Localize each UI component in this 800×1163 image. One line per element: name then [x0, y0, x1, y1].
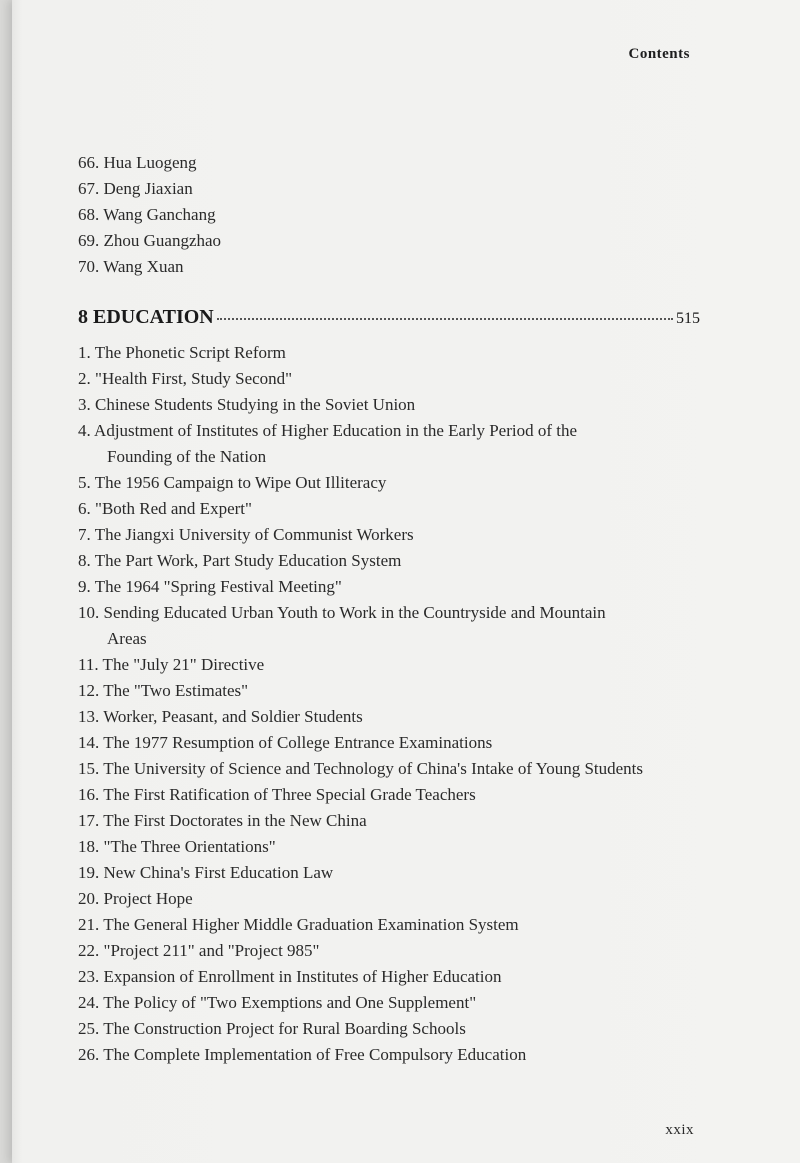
list-item	[78, 730, 718, 756]
list-item	[78, 886, 718, 912]
list-item	[78, 470, 718, 496]
list-item-continuation: Areas	[107, 629, 147, 648]
list-item-text: 25. The Construction Project for Rural Boarding Schools	[78, 1019, 466, 1038]
list-item	[78, 340, 718, 366]
list-item	[78, 964, 718, 990]
previous-section-list	[78, 150, 718, 280]
list-item-text: 13. Worker, Peasant, and Soldier Students	[78, 707, 363, 726]
list-item-text: 3. Chinese Students Studying in the Soviet Union	[78, 395, 416, 414]
section-title: 8 EDUCATION	[78, 306, 214, 328]
list-item-text: 4. Adjustment of Institutes of Higher Education in the Early Period of the	[78, 421, 578, 440]
list-item-text: 10. Sending Educated Urban Youth to Work in the Countryside and Mountain	[78, 603, 606, 622]
list-item	[78, 1016, 718, 1042]
list-item-text: 21. The General Higher Middle Graduation Examination System	[78, 915, 519, 934]
list-item-text: 14. The 1977 Resumption of College Entrance Examinations	[78, 733, 493, 752]
list-item	[78, 678, 718, 704]
list-item	[78, 704, 718, 730]
list-item: 70. Wang Xuan	[78, 257, 184, 276]
list-item: 69. Zhou Guangzhao	[78, 231, 222, 250]
list-item	[78, 990, 718, 1016]
section-page-number: 515	[676, 310, 700, 327]
book-page	[12, 0, 800, 1163]
list-item	[78, 782, 718, 808]
list-item-text: 22. "Project 211" and "Project 985"	[78, 941, 320, 960]
list-item	[78, 418, 718, 470]
list-item	[78, 496, 718, 522]
list-item-text: 26. The Complete Implementation of Free Compulsory Education	[78, 1045, 527, 1064]
list-item: 67. Deng Jiaxian	[78, 179, 193, 198]
list-item-text: 8. The Part Work, Part Study Education System	[78, 551, 402, 570]
list-item	[78, 366, 718, 392]
list-item	[78, 600, 718, 652]
list-item: 66. Hua Luogeng	[78, 153, 197, 172]
list-item-text: 24. The Policy of "Two Exemptions and One Supplement"	[78, 993, 477, 1012]
education-list	[78, 340, 718, 1068]
list-item-text: 5. The 1956 Campaign to Wipe Out Illiteracy	[78, 473, 387, 492]
list-item-text: 2. "Health First, Study Second"	[78, 369, 293, 388]
list-item-text: 6. "Both Red and Expert"	[78, 499, 252, 518]
list-item	[78, 392, 718, 418]
list-item	[78, 652, 718, 678]
list-item: 68. Wang Ganchang	[78, 205, 216, 224]
list-item	[78, 834, 718, 860]
section-heading	[78, 306, 700, 329]
list-item-text: 1. The Phonetic Script Reform	[78, 343, 286, 362]
list-item-text: 18. "The Three Orientations"	[78, 837, 276, 856]
dot-leader	[217, 318, 673, 320]
list-item	[78, 808, 718, 834]
list-item	[78, 1042, 718, 1068]
list-item-text: 7. The Jiangxi University of Communist Workers	[78, 525, 414, 544]
list-item	[78, 756, 718, 782]
list-item-text: 23. Expansion of Enrollment in Institutes of Higher Education	[78, 967, 502, 986]
list-item	[78, 548, 718, 574]
list-item-continuation: Founding of the Nation	[107, 447, 267, 466]
list-item-text: 17. The First Doctorates in the New China	[78, 811, 367, 830]
list-item	[78, 938, 718, 964]
list-item-text: 20. Project Hope	[78, 889, 193, 908]
list-item-text: 15. The University of Science and Technology of China's Intake of Young Students	[78, 759, 644, 778]
list-item	[78, 574, 718, 600]
list-item-text: 16. The First Ratification of Three Special Grade Teachers	[78, 785, 476, 804]
page-folio: xxix	[665, 1122, 694, 1138]
running-head: Contents	[628, 46, 690, 62]
list-item	[78, 912, 718, 938]
list-item-text: 19. New China's First Education Law	[78, 863, 334, 882]
list-item-text: 12. The "Two Estimates"	[78, 681, 249, 700]
list-item-text: 11. The "July 21" Directive	[78, 655, 265, 674]
list-item	[78, 522, 718, 548]
list-item	[78, 860, 718, 886]
list-item-text: 9. The 1964 "Spring Festival Meeting"	[78, 577, 342, 596]
